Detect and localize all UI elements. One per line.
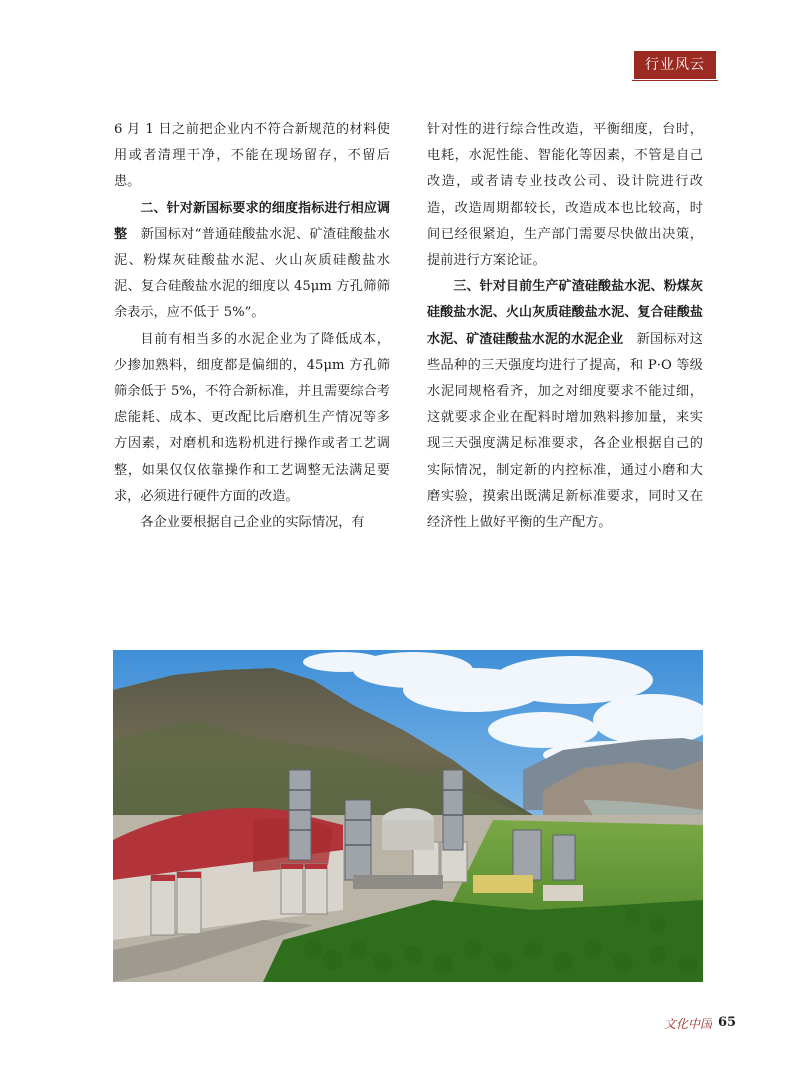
section-heading-2: 二、针对新国标要求的细度指标进行相应调整 [114,200,390,242]
left-paragraph-4: 各企业要根据自己企业的实际情况，有 [140,515,365,531]
magazine-logo [664,1014,712,1032]
page-number: 65 [718,1015,737,1030]
section-2-body: 新国标对“普通硅酸盐水泥、矿渣硅酸盐水泥、粉煤灰硅酸盐水泥、火山灰质硅酸盐水泥、复合硅酸盐水泥的细度以 45μm 方孔筛筛余表示，应不低于 5%”。 [114,226,390,321]
section-tag: 行业风云 [634,51,716,79]
right-paragraph-2 [427,274,703,536]
section-3-body: 新国标对这些品种的三天强度均进行了提高，和 P·O 等级水泥同规格看齐，加之对细度要求不能过细，这就要求企业在配料时增加熟料掺加量，来实现三天强度满足标准要求，各企业根据自己的实际情况，制定新的内控标准，通过小磨和大磨实验，摸索出既满足新标准要求，同时又在经济性上做好平衡的生产配方。 [427,331,703,531]
section-heading-3: 三、针对目前生产矿渣硅酸盐水泥、粉煤灰硅酸盐水泥、火山灰质硅酸盐水泥、复合硅酸盐水泥、矿渣硅酸盐水泥的水泥企业 [427,279,703,347]
left-paragraph-3: 目前有相当多的水泥企业为了降低成本，少掺加熟料，细度都是偏细的，45μm 方孔筛筛余低于 5%，不符合新标准，并且需要综合考虑能耗、成本、更改配比后磨机生产情况等多方因素，对磨机和选粉机进行操作或者工艺调整，如果仅仅依靠操作和工艺调整无法满足要求，必须进行硬件方面的改造。 [114,331,390,504]
right-paragraph-1: 针对性的进行综合性改造，平衡细度，台时，电耗，水泥性能、智能化等因素，不管是自己改造，或者请专业技改公司、设计院进行改造，改造周期都较长，改造成本也比较高，时间已经很紧迫，生产部门需要尽快做出决策，提前进行方案论证。 [427,122,703,269]
cement-plant-photo [113,650,703,982]
left-paragraph-1: 6 月 1 日之前把企业内不符合新规范的材料使用或者清理干净，不能在现场留存，不留后患。 [114,122,390,190]
left-paragraph-2 [114,196,390,327]
right-text-column [427,117,703,536]
magazine-logo-text: 文化中国 [664,1017,712,1031]
section-tag-underline [632,80,718,81]
left-text-column [114,117,390,536]
